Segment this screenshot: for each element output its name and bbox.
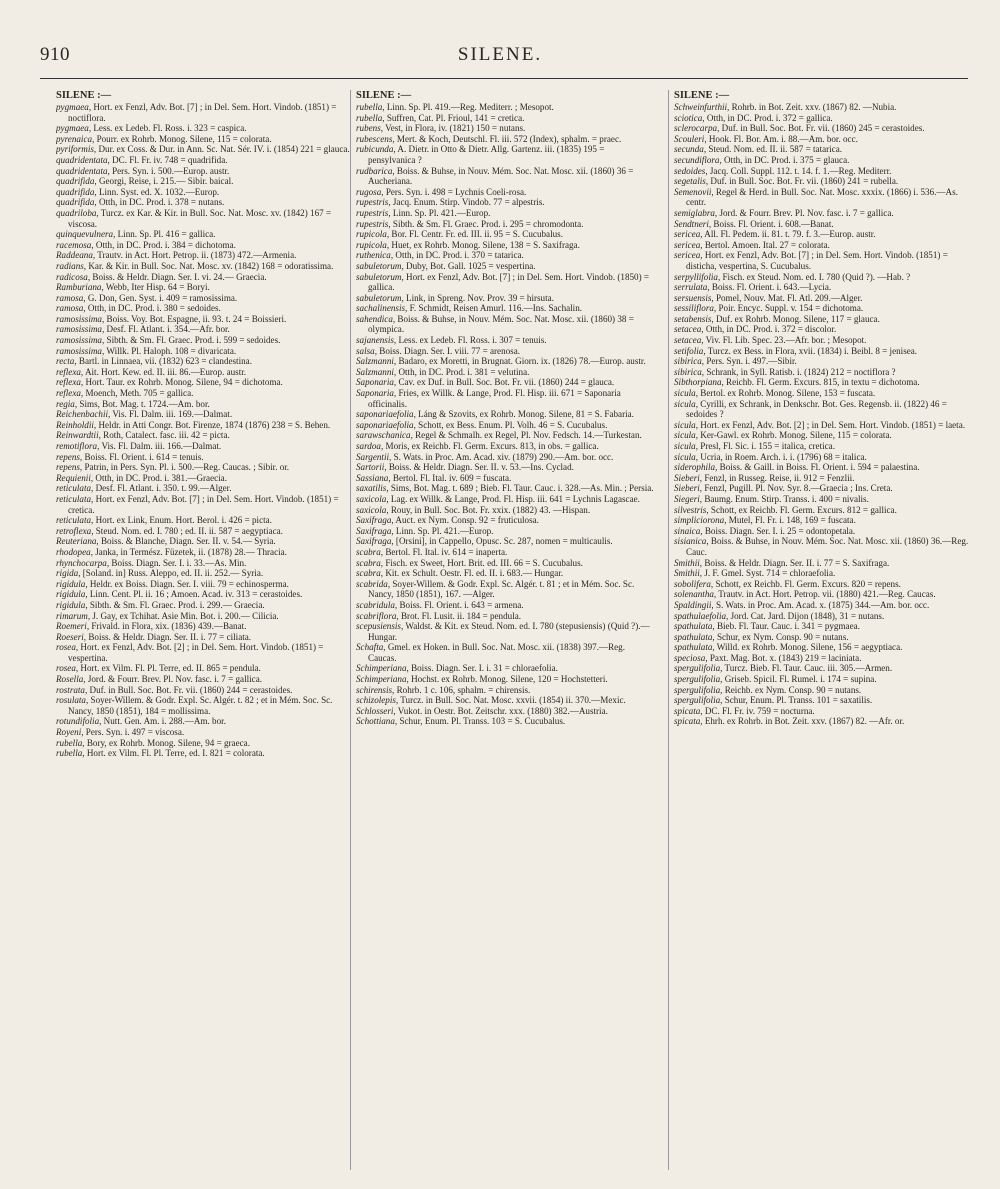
index-entry: ramosissima, Sibth. & Sm. Fl. Graec. Prod. i. 599 = sedoides. bbox=[56, 335, 281, 346]
index-entry: Spaldingii, S. Wats. in Proc. Am. Acad. x. (1875) 344.—Am. bor. occ. bbox=[674, 599, 930, 610]
index-entry: Roemeri, Frivald. in Flora, xix. (1836) 439.—Banat. bbox=[56, 621, 247, 632]
index-entry: sericea, Hort. ex Fenzl, Adv. Bot. [7] ; in Del. Sem. Hort. Vindob. (1851) = disticha, vespertina, S. Cucubalus. bbox=[674, 250, 948, 271]
index-entry: rubicunda, A. Dietr. in Otto & Dietr. Allg. Gartenz. iii. (1835) 195 = pensylvanica ? bbox=[356, 144, 605, 165]
index-entry: Roeseri, Boiss. & Heldr. Diagn. Ser. II. i. 77 = ciliata. bbox=[56, 631, 252, 642]
entry-list bbox=[674, 102, 972, 727]
index-entry: Schimperiana, Hochst. ex Rohrb. Monog. Silene, 120 = Hochstetteri. bbox=[356, 674, 608, 685]
column-1 bbox=[56, 90, 354, 1170]
index-entry: sachalinensis, F. Schmidt, Reisen Amurl. 116.—Ins. Sachalin. bbox=[356, 303, 583, 314]
index-entry: spathulata, Willd. ex Rohrb. Monog. Silene, 156 = aegyptiaca. bbox=[674, 642, 903, 653]
index-entry: repens, Boiss. Fl. Orient. i. 614 = tenuis. bbox=[56, 451, 204, 462]
index-entry: Siegeri, Baumg. Enum. Stirp. Transs. i. 400 = nivalis. bbox=[674, 493, 869, 504]
index-entry: sicula, Bertol. ex Rohrb. Monog. Silene, 153 = fuscata. bbox=[674, 388, 876, 399]
index-entry: Saponaria, Cav. ex Duf. in Bull. Soc. Bot. Fr. vii. (1860) 244 = glauca. bbox=[356, 377, 615, 388]
index-entry: quadrifida, Linn. Syst. ed. X. 1032.—Europ. bbox=[56, 186, 220, 197]
index-entry: rigida, [Soland. in] Russ. Aleppo, ed. II. ii. 252.— Syria. bbox=[56, 568, 264, 579]
index-entry: Saponaria, Fries, ex Willk. & Lange, Prod. Fl. Hisp. iii. 671 = Saponaria officinalis. bbox=[356, 388, 621, 409]
index-entry: sibirica, Schrank, in Syll. Ratisb. i. (1824) 212 = noctiflora ? bbox=[674, 366, 896, 377]
index-entry: saponariaefolia, Schott, ex Bess. Enum. Pl. Volh. 46 = S. Cucubalus. bbox=[356, 419, 608, 430]
index-entry: spicata, Ehrh. ex Rohrb. in Bot. Zeit. xxv. (1867) 82. —Afr. or. bbox=[674, 716, 905, 727]
index-entry: speciosa, Paxt. Mag. Bot. x. (1843) 219 = laciniata. bbox=[674, 652, 862, 663]
index-entry: secunda, Steud. Nom. ed. II. ii. 587 = tatarica. bbox=[674, 144, 843, 155]
index-entry: scabriflora, Brot. Fl. Lusit. ii. 184 = pendula. bbox=[356, 610, 522, 621]
index-entry: Saxifraga, Linn. Sp. Pl. 421.—Europ. bbox=[356, 525, 494, 536]
index-entry: quadrifida, Otth, in DC. Prod. i. 378 = nutans. bbox=[56, 197, 225, 208]
index-entry: rubella, Linn. Sp. Pl. 419.—Reg. Mediterr. ; Mesopot. bbox=[356, 102, 554, 112]
index-entry: ramosissima, Desf. Fl. Atlant. i. 354.—Afr. bor. bbox=[56, 324, 230, 335]
index-entry: saxicola, Lag. ex Willk. & Lange, Prod. Fl. Hisp. iii. 641 = Lychnis Lagascae. bbox=[356, 493, 640, 504]
index-entry: rugosa, Pers. Syn. i. 498 = Lychnis Coeli-rosa. bbox=[356, 186, 527, 197]
index-entry: sahendica, Boiss. & Buhse, in Nouv. Mém. Soc. Nat. Mosc. xii. (1860) 38 = olympica. bbox=[356, 313, 634, 335]
index-entry: rubens, Vest, in Flora, iv. (1821) 150 = nutans. bbox=[356, 123, 526, 134]
entry-list bbox=[356, 102, 654, 727]
index-entry: reflexa, Moench, Meth. 705 = gallica. bbox=[56, 388, 194, 399]
index-entry: rhodopea, Janka, in Termész. Füzetek, ii. (1878) 28.— Thracia. bbox=[56, 546, 287, 557]
index-columns bbox=[40, 90, 968, 1170]
index-entry: scabra, Kit. ex Schult. Oestr. Fl. ed. II. i. 683.— Hungar. bbox=[356, 568, 564, 579]
column-heading: SILENE :— bbox=[674, 90, 730, 101]
column-heading: SILENE :— bbox=[56, 90, 112, 101]
column-heading: SILENE :— bbox=[356, 90, 412, 101]
index-entry: rosulata, Soyer-Willem. & Godr. Expl. Sc. Algér. t. 82 ; et in Mém. Soc. Sc. Nancy, 1850 (1851), 184 = mollissima. bbox=[56, 695, 333, 716]
index-entry: Requienii, Otth, in DC. Prod. i. 381.—Graecia. bbox=[56, 472, 227, 483]
index-entry: spergulifolia, Turcz. Bieb. Fl. Taur. Cauc. iii. 305.—Armen. bbox=[674, 663, 893, 674]
index-entry: spergulifolia, Griseb. Spicil. Fl. Rumel. i. 174 = supina. bbox=[674, 674, 877, 685]
index-entry: sobolifera, Schott, ex Reichb. Fl. Germ. Excurs. 820 = repens. bbox=[674, 578, 901, 589]
index-entry: rupestris, Sibth. & Sm. Fl. Graec. Prod. i. 295 = chromodonta. bbox=[356, 218, 584, 229]
index-entry: ramosa, G. Don, Gen. Syst. i. 409 = ramosissima. bbox=[56, 292, 238, 303]
index-entry: pyrenaica, Pourr. ex Rohrb. Monog. Silene, 115 = colorata. bbox=[56, 133, 272, 144]
index-entry: Ramburiana, Webb, Iter Hisp. 64 = Boryi. bbox=[56, 282, 210, 293]
index-entry: setabensis, Duf. ex Rohrb. Monog. Silene, 117 = glauca. bbox=[674, 313, 880, 324]
index-entry: rupicola, Bor. Fl. Centr. Fr. ed. III. ii. 95 = S. Cucubalus. bbox=[356, 229, 563, 240]
index-entry: sardoa, Moris, ex Reichb. Fl. Germ. Excurs. 813, in obs. = gallica. bbox=[356, 441, 599, 451]
entry-list bbox=[56, 102, 354, 759]
index-entry: repens, Patrin, in Pers. Syn. Pl. i. 500.—Reg. Caucas. ; Sibir. or. bbox=[56, 462, 290, 473]
index-entry: setifolia, Turcz. ex Bess. in Flora, xvii. (1834) i. Beibl. 8 = jenisea. bbox=[674, 345, 918, 356]
index-entry: pyriformis, Dur. ex Coss. & Dur. in Ann. Sc. Nat. Sér. IV. i. (1854) 221 = glauca. bbox=[56, 144, 350, 155]
index-entry: Reichenbachii, Vis. Fl. Dalm. iii. 169.—Dalmat. bbox=[56, 409, 233, 420]
index-entry: rimarum, J. Gay, ex Tchihat. Asie Min. Bot. i. 200.— Cilicia. bbox=[56, 610, 279, 621]
index-entry: recta, Bartl. in Linnaea, vii. (1832) 623 = clandestina. bbox=[56, 356, 252, 367]
index-entry: spathulata, Bieb. Fl. Taur. Cauc. i. 341 = pygmaea. bbox=[674, 621, 860, 632]
index-entry: sedoides, Jacq. Coll. Suppl. 112. t. 14. f. 1.—Reg. Mediterr. bbox=[674, 165, 892, 176]
index-entry: sericea, All. Fl. Pedem. ii. 81. t. 79. f. 3.—Europ. austr. bbox=[674, 229, 876, 240]
index-entry: sisianica, Boiss. & Buhse, in Nouv. Mém. Soc. Nat. Mosc. xii. (1860) 36.—Reg. Cauc. bbox=[674, 536, 969, 557]
index-entry: rupicola, Huet, ex Rohrb. Monog. Silene, 138 = S. Saxifraga. bbox=[356, 239, 580, 250]
index-entry: pygmaea, Less. ex Ledeb. Fl. Ross. i. 323 = caspica. bbox=[56, 123, 247, 134]
index-entry: sicula, Cyrilli, ex Schrank, in Denkschr. Bot. Ges. Regensb. ii. (1822) 46 = sedoides ? bbox=[674, 398, 947, 420]
index-entry: rupestris, Linn. Sp. Pl. 421.—Europ. bbox=[356, 207, 491, 218]
index-entry: Salzmanni, Badaro, ex Moretti, in Brugnat. Giorn. ix. (1826) 78.—Europ. austr. bbox=[356, 356, 646, 367]
index-entry: secundiflora, Otth, in DC. Prod. i. 375 = glauca. bbox=[674, 154, 850, 165]
index-entry: rudbarica, Boiss. & Buhse, in Nouv. Mém. Soc. Nat. Mosc. xii. (1860) 36 = Aucheriana. bbox=[356, 165, 634, 187]
index-entry: reticulata, Desf. Fl. Atlant. i. 350. t. 99.—Alger. bbox=[56, 483, 232, 494]
index-entry: sabuletorum, Hort. ex Fenzl, Adv. Bot. [7] ; in Del. Sem. Hort. Vindob. (1850) = gallica. bbox=[356, 271, 650, 293]
index-entry: spathulaefolia, Jord. Cat. Jard. Dijon (1848), 31 = nutans. bbox=[674, 610, 885, 621]
index-entry: sajanensis, Less. ex Ledeb. Fl. Ross. i. 307 = tenuis. bbox=[356, 335, 547, 346]
index-entry: reticulata, Hort. ex Fenzl, Adv. Bot. [7] ; in Del. Sem. Hort. Vindob. (1851) = cretica. bbox=[56, 493, 339, 515]
index-entry: serpyllifolia, Fisch. ex Steud. Nom. ed. I. 780 (Quid ?). —Hab. ? bbox=[674, 271, 911, 282]
index-entry: scabra, Bertol. Fl. Ital. iv. 614 = inaperta. bbox=[356, 546, 508, 557]
index-entry: segetalis, Duf. in Bull. Soc. Bot. Fr. vii. (1860) 241 = rubella. bbox=[674, 176, 899, 187]
index-entry: sicula, Ker-Gawl. ex Rohrb. Monog. Silene, 115 = colorata. bbox=[674, 430, 892, 441]
index-entry: serrulata, Boiss. Fl. Orient. i. 643.—Lycia. bbox=[674, 282, 832, 293]
index-entry: scabridula, Boiss. Fl. Orient. i. 643 = armena. bbox=[356, 599, 524, 610]
index-entry: Schimperiana, Boiss. Diagn. Ser. I. i. 31 = chloraefolia. bbox=[356, 663, 558, 674]
index-entry: rhynchocarpa, Boiss. Diagn. Ser. I. i. 33.—As. Min. bbox=[56, 557, 247, 568]
index-entry: Saxifraga, Auct. ex Nym. Consp. 92 = fruticulosa. bbox=[356, 515, 539, 526]
index-entry: sciotica, Otth, in DC. Prod. i. 372 = gallica. bbox=[674, 112, 833, 123]
index-entry: saxatilis, Sims, Bot. Mag. t. 689 ; Bieb. Fl. Taur. Cauc. i. 328.—As. Min. ; Persia. bbox=[356, 483, 654, 494]
index-entry: simpliciorona, Mutel, Fl. Fr. i. 148, 169 = fuscata. bbox=[674, 515, 856, 526]
index-entry: racemosa, Otth, in DC. Prod. i. 384 = dichotoma. bbox=[56, 239, 236, 250]
index-entry: quinquevulnera, Linn. Sp. Pl. 416 = gallica. bbox=[56, 229, 216, 240]
index-entry: rubescens, Mert. & Koch, Deutschl. Fl. iii. 572 (Index), sphalm. = praec. bbox=[356, 133, 622, 144]
index-entry: reticulata, Hort. ex Link, Enum. Hort. Berol. i. 426 = picta. bbox=[56, 515, 272, 526]
index-entry: quadrifida, Georgi, Reise, i. 215.— Sibir. baical. bbox=[56, 176, 234, 187]
index-entry: rubella, Hort. ex Vilm. Fl. Pl. Terre, ed. I. 821 = colorata. bbox=[56, 748, 265, 759]
index-entry: rigidula, Heldr. ex Boiss. Diagn. Ser. I. viii. 79 = echinosperma. bbox=[56, 578, 289, 589]
index-entry: ramosissima, Willk. Pl. Haloph. 108 = divaricata. bbox=[56, 345, 237, 356]
index-entry: rubella, Bory, ex Rohrb. Monog. Silene, 94 = graeca. bbox=[56, 737, 250, 748]
index-entry: remotiflora, Vis. Fl. Dalm. iii. 166.—Dalmat. bbox=[56, 441, 222, 451]
page-header bbox=[40, 44, 960, 74]
index-entry: Reinwardtii, Roth, Catalect. fasc. iii. 42 = picta. bbox=[56, 430, 230, 441]
index-entry: spathulata, Schur, ex Nym. Consp. 90 = nutans. bbox=[674, 631, 849, 642]
index-entry: sinaica, Boiss. Diagn. Ser. I. i. 25 = odontopetala. bbox=[674, 525, 856, 536]
index-entry: saxicola, Rouy, in Bull. Soc. Bot. Fr. xxix. (1882) 43. —Hispan. bbox=[356, 504, 591, 515]
index-entry: scepusiensis, Waldst. & Kit. ex Steud. Nom. ed. I. 780 (stepusiensis) (Quid ?).—Hungar. bbox=[356, 621, 650, 642]
index-entry: ramosissima, Boiss. Voy. Bot. Espagne, ii. 93. t. 24 = Boissieri. bbox=[56, 313, 287, 324]
index-entry: pygmaea, Hort. ex Fenzl, Adv. Bot. [7] ; in Del. Sem. Hort. Vindob. (1851) = noctiflora. bbox=[56, 102, 337, 123]
index-entry: rigidula, Sibth. & Sm. Fl. Graec. Prod. i. 299.— Graecia. bbox=[56, 599, 265, 610]
index-entry: sabuletorum, Link, in Spreng. Nov. Prov. 39 = hirsuta. bbox=[356, 292, 554, 303]
index-entry: Saxifraga, [Orsini], in Cappello, Opusc. Sc. 287, nomen = multicaulis. bbox=[356, 536, 613, 547]
index-entry: Smithii, J. F. Gmel. Syst. 714 = chloraefolia. bbox=[674, 568, 836, 579]
index-entry: Reinholdii, Heldr. in Atti Congr. Bot. Firenze, 1874 (1876) 238 = S. Behen. bbox=[56, 419, 331, 430]
column-3 bbox=[668, 90, 972, 1170]
index-entry: Semenovii, Regel & Herd. in Bull. Soc. Nat. Mosc. xxxix. (1866) i. 536.—As. centr. bbox=[674, 186, 958, 208]
index-entry: saponariaefolia, Láng & Szovits, ex Rohrb. Monog. Silene, 81 = S. Fabaria. bbox=[356, 409, 634, 420]
index-entry: schizolepis, Turcz. in Bull. Soc. Nat. Mosc. xxvii. (1854) ii. 370.—Mexic. bbox=[356, 695, 626, 706]
index-entry: Sibthorpiana, Reichb. Fl. Germ. Excurs. 815, in textu = dichotoma. bbox=[674, 377, 920, 388]
index-entry: rosea, Hort. ex Vilm. Fl. Pl. Terre, ed. II. 865 = pendula. bbox=[56, 663, 261, 674]
index-entry: rostrata, Duf. in Bull. Soc. Bot. Fr. vii. (1860) 244 = cerastoides. bbox=[56, 684, 293, 695]
index-entry: silvestris, Schott, ex Reichb. Fl. Germ. Excurs. 812 = gallica. bbox=[674, 504, 897, 515]
index-entry: siderophila, Boiss. & Gaill. in Boiss. Fl. Orient. i. 594 = palaestina. bbox=[674, 462, 920, 473]
index-entry: semiglabra, Jord. & Fourr. Brev. Pl. Nov. fasc. i. 7 = gallica. bbox=[674, 207, 894, 218]
index-entry: Sieberi, Fenzl, Pugill. Pl. Nov. Syr. 8.—Graecia ; Ins. Creta. bbox=[674, 483, 893, 494]
index-entry: sarawschanica, Regel & Schmalh. ex Regel, Pl. Nov. Fedsch. 14.—Turkestan. bbox=[356, 430, 642, 441]
index-entry: Schottiana, Schur, Enum. Pl. Transs. 103 = S. Cucubalus. bbox=[356, 716, 566, 727]
index-entry: Sassiana, Bertol. Fl. Ital. iv. 609 = fuscata. bbox=[356, 472, 512, 483]
index-entry: Schafta, Gmel. ex Hoken. in Bull. Soc. Nat. Mosc. xii. (1838) 397.—Reg. Caucas. bbox=[356, 642, 625, 663]
index-entry: spicata, DC. Fl. Fr. iv. 759 = nocturna. bbox=[674, 705, 815, 716]
index-entry: Rosella, Jord. & Fourr. Brev. Pl. Nov. fasc. i. 7 = gallica. bbox=[56, 674, 263, 685]
index-entry: rigidula, Linn. Cent. Pl. ii. 16 ; Amoen. Acad. iv. 313 = cerastoides. bbox=[56, 589, 303, 600]
index-entry: sibirica, Pers. Syn. i. 497.—Sibir. bbox=[674, 356, 797, 367]
index-entry: retroflexa, Steud. Nom. ed. I. 780 ; ed. II. ii. 587 = aegyptiaca. bbox=[56, 525, 283, 536]
index-entry: Salzmanni, Otth, in DC. Prod. i. 381 = velutina. bbox=[356, 366, 530, 377]
running-title: SILENE. bbox=[457, 44, 543, 65]
index-entry: Schweinfurthii, Rohrb. in Bot. Zeit. xxv. (1867) 82. —Nubia. bbox=[674, 102, 897, 112]
page-number: 910 bbox=[40, 44, 70, 65]
index-entry: sericea, Bertol. Amoen. Ital. 27 = colorata. bbox=[674, 239, 830, 250]
index-entry: scabrida, Soyer-Willem. & Godr. Expl. Sc. Algér. t. 81 ; et in Mém. Soc. Sc. Nancy, 1850 (1851), 167. —Alger. bbox=[356, 578, 635, 600]
index-entry: reflexa, Ait. Hort. Kew. ed. II. iii. 86.—Europ. austr. bbox=[56, 366, 247, 377]
index-entry: radians, Kar. & Kir. in Bull. Soc. Nat. Mosc. xv. (1842) 168 = odoratissima. bbox=[56, 260, 334, 271]
index-entry: quadridentata, Pers. Syn. i. 500.—Europ. austr. bbox=[56, 165, 230, 176]
index-entry: solenantha, Trautv. in Act. Hort. Petrop. vii. (1880) 421.—Reg. Caucas. bbox=[674, 589, 936, 600]
index-entry: Raddeana, Trautv. in Act. Hort. Petrop. ii. (1873) 472.—Armenia. bbox=[56, 250, 297, 261]
index-entry: sicula, Hort. ex Fenzl, Adv. Bot. [2] ; in Del. Sem. Hort. Vindob. (1851) = laeta. bbox=[674, 419, 966, 430]
index-entry: sersuensis, Pomel, Nouv. Mat. Fl. Atl. 209.—Alger. bbox=[674, 292, 863, 303]
index-entry: sicula, Presl, Fl. Sic. i. 155 = italica, cretica. bbox=[674, 441, 835, 451]
index-entry: ramosa, Otth, in DC. Prod. i. 380 = sedoides. bbox=[56, 303, 221, 314]
index-entry: quadriloba, Turcz. ex Kar. & Kir. in Bull. Soc. Nat. Mosc. xv. (1842) 167 = viscosa. bbox=[56, 207, 332, 229]
index-entry: ruthenica, Otth, in DC. Prod. i. 370 = tatarica. bbox=[356, 250, 524, 261]
index-entry: reflexa, Hort. Taur. ex Rohrb. Monog. Silene, 94 = dichotoma. bbox=[56, 377, 283, 388]
index-entry: salsa, Boiss. Diagn. Ser. I. viii. 77 = arenosa. bbox=[356, 345, 521, 356]
index-entry: radicosa, Boiss. & Heldr. Diagn. Ser. I. vi. 24.— Graecia. bbox=[56, 271, 267, 282]
index-entry: setacea, Otth, in DC. Prod. i. 372 = discolor. bbox=[674, 324, 837, 335]
index-entry: Sendtneri, Boiss. Fl. Orient. i. 608.—Banat. bbox=[674, 218, 834, 229]
index-entry: Sieberi, Fenzl, in Russeg. Reise, ii. 912 = Fenzlii. bbox=[674, 472, 855, 483]
index-entry: Smithii, Boiss. & Heldr. Diagn. Ser. II. i. 77 = S. Saxifraga. bbox=[674, 557, 890, 568]
index-entry: setacea, Viv. Fl. Lib. Spec. 23.—Afr. bor. ; Mesopot. bbox=[674, 335, 867, 346]
index-entry: schirensis, Rohrb. 1 c. 106, sphalm. = chirensis. bbox=[356, 684, 531, 695]
index-entry: quadridentata, DC. Fl. Fr. iv. 748 = quadrifida. bbox=[56, 154, 228, 165]
index-entry: Schlosseri, Vukot. in Oestr. Bot. Zeitschr. xxx. (1880) 382.—Austria. bbox=[356, 705, 608, 716]
index-entry: Sargentii, S. Wats. in Proc. Am. Acad. xiv. (1879) 290.—Am. bor. occ. bbox=[356, 451, 614, 462]
index-entry: regia, Sims, Bot. Mag. t. 1724.—Am. bor. bbox=[56, 398, 210, 409]
index-entry: sicula, Ucria, in Roem. Arch. i. i. (1796) 68 = italica. bbox=[674, 451, 867, 462]
index-entry: sessiliflora, Poir. Encyc. Suppl. v. 154 = dichotoma. bbox=[674, 303, 864, 314]
index-entry: sabuletorum, Duby, Bot. Gall. 1025 = vespertina. bbox=[356, 260, 536, 271]
header-rule bbox=[40, 78, 968, 79]
index-entry: rupestris, Jacq. Enum. Stirp. Vindob. 77 = alpestris. bbox=[356, 197, 545, 208]
index-entry: Sartorii, Boiss. & Heldr. Diagn. Ser. II. v. 53.—Ins. Cyclad. bbox=[356, 462, 574, 473]
index-entry: sclerocarpa, Duf. in Bull. Soc. Bot. Fr. vii. (1860) 245 = cerastoides. bbox=[674, 123, 925, 134]
index-entry: scabra, Fisch. ex Sweet, Hort. Brit. ed. III. 66 = S. Cucubalus. bbox=[356, 557, 583, 568]
index-entry: Royeni, Pers. Syn. i. 497 = viscosa. bbox=[56, 727, 185, 738]
index-entry: spergulifolia, Reichb. ex Nym. Consp. 90 = nutans. bbox=[674, 684, 862, 695]
index-entry: rubella, Suffren, Cat. Pl. Frioul, 141 = cretica. bbox=[356, 112, 525, 123]
index-entry: Scouleri, Hook. Fl. Bor. Am. i. 88.—Am. bor. occ. bbox=[674, 133, 858, 144]
index-entry: Reuteriana, Boiss. & Blanche, Diagn. Ser. II. v. 54.— Syria. bbox=[56, 536, 276, 547]
index-entry: rotundifolia, Nutt. Gen. Am. i. 288.—Am. bor. bbox=[56, 716, 226, 727]
index-entry: spergulifolia, Schur, Enum. Pl. Transs. 101 = saxatilis. bbox=[674, 695, 873, 706]
column-2 bbox=[350, 90, 654, 1170]
index-entry: rosea, Hort. ex Fenzl, Adv. Bot. [2] ; in Del. Sem. Hort. Vindob. (1851) = vespertina. bbox=[56, 642, 324, 663]
